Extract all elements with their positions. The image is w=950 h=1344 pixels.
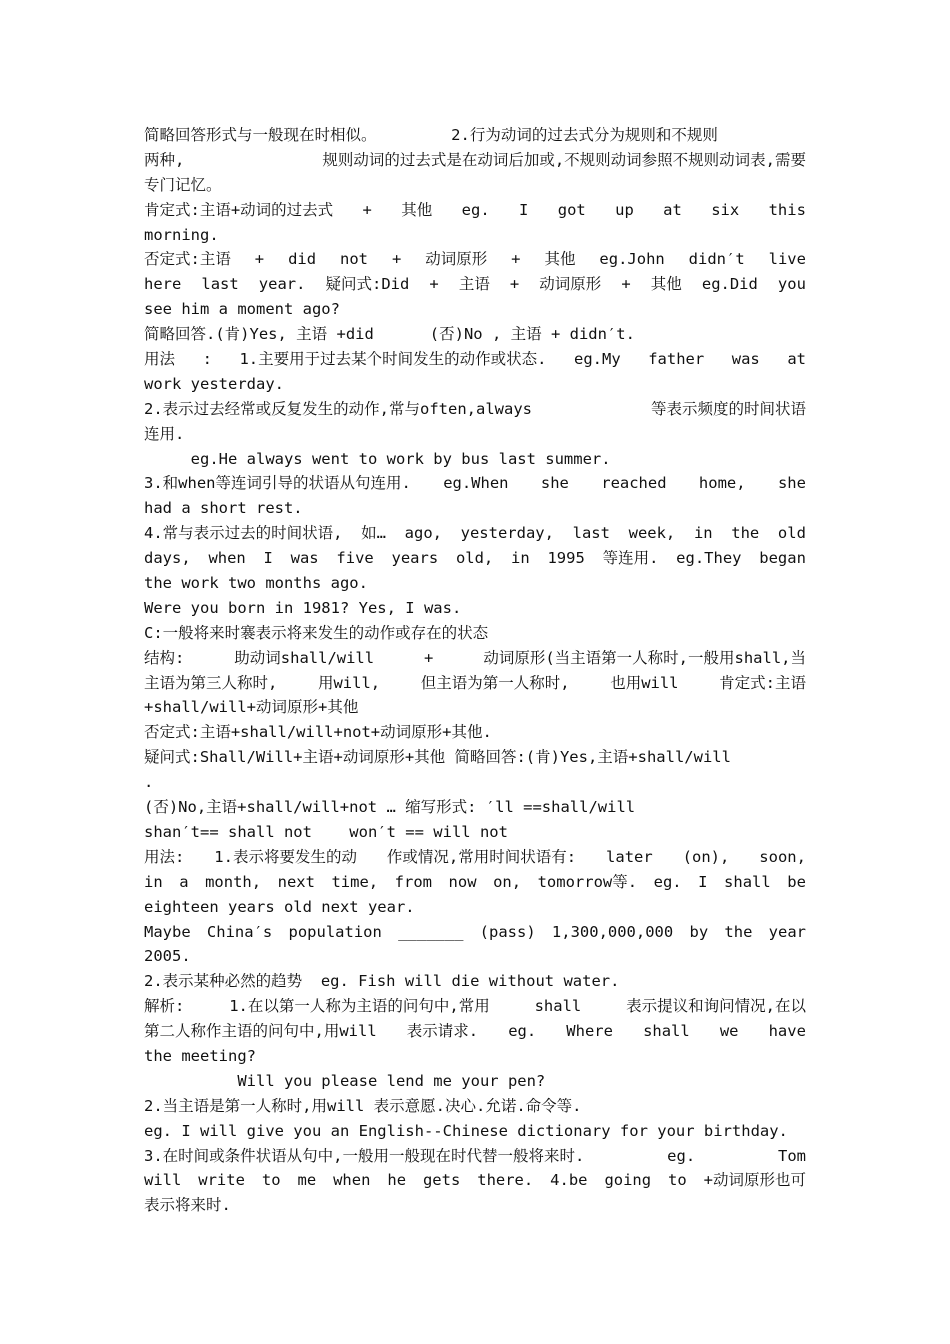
word: 动词原形: [425, 250, 488, 269]
word: +: [391, 250, 402, 269]
text-line: [144, 920, 806, 945]
word: I: [263, 549, 273, 568]
word: eg.Did: [701, 275, 758, 294]
word: 疑问式:Did: [325, 275, 410, 294]
word: when: [333, 1171, 371, 1190]
text-line: [144, 272, 806, 297]
word: tomorrow等.: [537, 872, 638, 891]
word: 2.表示过去经常或反复发生的动作,常与often,always: [144, 399, 532, 418]
word: from: [394, 872, 432, 891]
word: (on),: [682, 847, 730, 866]
word: she: [540, 474, 569, 493]
word: father: [648, 350, 705, 369]
word: 动词原形(当主语第一人称时,一般用shall,当: [483, 648, 806, 667]
word: you: [777, 275, 806, 294]
word: eg.John: [599, 250, 665, 269]
word: 第二人称作主语的问句中,用will: [144, 1022, 377, 1041]
word: eg.: [508, 1022, 537, 1041]
word: year.: [258, 275, 306, 294]
text-line: the meeting?: [144, 1046, 256, 1065]
word: going: [604, 1171, 652, 1190]
word: 两种,: [144, 150, 185, 169]
word: a: [179, 872, 189, 891]
word: we: [719, 1022, 739, 1041]
word: in: [693, 524, 713, 543]
word: on,: [493, 872, 522, 891]
word: 但主语为第一人称时,: [420, 673, 570, 692]
word: at: [787, 350, 806, 369]
word: 4.常与表示过去的时间状语,: [144, 524, 343, 543]
word: me: [297, 1171, 317, 1190]
word: he: [387, 1171, 407, 1190]
text-line: 连用.: [144, 424, 185, 443]
text-line: 疑问式:Shall/Will+主语+动词原形+其他 简略回答:(肯)Yes,主语+shall/will: [144, 748, 731, 767]
word: have: [768, 1022, 806, 1041]
word: ago,: [404, 524, 442, 543]
word: was: [290, 549, 319, 568]
word: shall: [724, 872, 771, 891]
text-line: Were you born in 1981? Yes, I was.: [144, 598, 462, 617]
word: +: [511, 250, 521, 269]
word: be: [787, 872, 806, 891]
word: home,: [698, 474, 746, 493]
word: shall: [643, 1022, 690, 1041]
word: did: [288, 250, 317, 269]
word: didn′t: [688, 250, 745, 269]
text-line: [144, 870, 806, 895]
text-line: had a short rest.: [144, 499, 303, 518]
word: six: [711, 200, 740, 219]
text-line: Will you please lend me your pen?: [144, 1071, 546, 1090]
word: 其他: [650, 275, 682, 294]
word: five: [336, 549, 374, 568]
word: next: [277, 872, 315, 891]
word: 等表示频度的时间状语: [650, 399, 806, 418]
word: 1.在以第一人称为主语的问句中,常用: [229, 997, 490, 1016]
text-line: [144, 247, 806, 272]
text-line: eg.He always went to work by bus last summer.: [144, 449, 611, 468]
word: Maybe: [144, 922, 191, 941]
text-line: 否定式:主语+shall/will+not+动词原形+其他.: [144, 723, 492, 742]
word: 表示请求.: [406, 1022, 479, 1041]
word: 其他: [544, 250, 576, 269]
word: was: [731, 350, 760, 369]
word: at: [663, 200, 682, 219]
text-line: shan′t== shall not won′t == will not: [144, 822, 508, 841]
document-body: [144, 123, 806, 1218]
word: 表示提议和询问情况,在以: [626, 997, 806, 1016]
word: up: [615, 200, 634, 219]
word: in: [511, 549, 530, 568]
word: :: [202, 350, 212, 369]
text-line: [144, 671, 806, 696]
word: to: [261, 1171, 281, 1190]
word: _______: [398, 922, 464, 941]
word: last: [572, 524, 610, 543]
text-lines: [144, 123, 806, 1218]
word: to: [668, 1171, 687, 1190]
text-line: [144, 397, 806, 422]
text-line: C:一般将来时褰表示将来发生的动作或存在的状态: [144, 623, 489, 642]
word: eg.My: [574, 350, 621, 369]
text-line: [144, 148, 806, 173]
word: I: [519, 200, 529, 219]
word: 用will,: [317, 673, 381, 692]
text-line: 表示将来时.: [144, 1196, 231, 1215]
word: 其他: [401, 200, 433, 219]
word: years: [391, 549, 439, 568]
word: the: [724, 922, 753, 941]
text-line: morning.: [144, 225, 219, 244]
word: old: [777, 524, 806, 543]
word: eg.They: [676, 549, 742, 568]
word: by: [689, 922, 709, 941]
text-line: [144, 521, 806, 546]
word: 也用will: [610, 673, 679, 692]
word: here: [144, 275, 182, 294]
word: she: [777, 474, 806, 493]
text-line: 专门记忆。: [144, 175, 222, 194]
word: yesterday,: [460, 524, 554, 543]
word: eg.: [461, 200, 490, 219]
word: eg.When: [443, 474, 509, 493]
word: 作或情况,常用时间状语有:: [386, 847, 577, 866]
word: 助动词shall/will: [234, 648, 375, 667]
text-line: eighteen years old next year.: [144, 897, 415, 916]
word: 主语: [458, 275, 490, 294]
word: now: [448, 872, 477, 891]
word: 肯定式:主语+动词的过去式: [144, 200, 334, 219]
word: there.: [477, 1171, 534, 1190]
word: live: [768, 250, 806, 269]
text-line: 2.当主语是第一人称时,用will 表示意愿.决心.允诺.命令等.: [144, 1096, 582, 1115]
word: began: [759, 549, 806, 568]
word: month,: [205, 872, 262, 891]
word: 如…: [361, 524, 386, 543]
word: 1.主要用于过去某个时间发生的动作或状态.: [239, 350, 547, 369]
word: this: [768, 200, 806, 219]
text-line: 2005.: [144, 947, 191, 966]
text-line: +shall/will+动词原形+其他: [144, 698, 359, 717]
word: +: [621, 275, 631, 294]
text-line: eg. I will give you an English--Chinese dictionary for your birthday.: [144, 1121, 788, 1140]
text-line: [144, 347, 806, 372]
text-line: [144, 198, 806, 223]
word: will: [144, 1171, 182, 1190]
word: time,: [331, 872, 379, 891]
text-line: [144, 1019, 806, 1044]
word: shall: [534, 997, 582, 1016]
word: last: [201, 275, 239, 294]
text-line: [144, 471, 806, 496]
word: 否定式:主语: [144, 250, 231, 269]
text-line: [144, 1168, 806, 1193]
word: not: [340, 250, 368, 269]
word: gets: [422, 1171, 461, 1190]
word: 1995: [547, 549, 585, 568]
word: +: [429, 275, 439, 294]
text-line: the work two months ago.: [144, 574, 368, 593]
word: 1,300,000,000: [551, 922, 674, 941]
word: 等连用.: [602, 549, 659, 568]
text-line: [144, 994, 806, 1019]
text-line: (否)No,主语+shall/will+not … 缩写形式: ′ll ==shall/will: [144, 798, 636, 817]
text-line: 2.表示某种必然的趋势 eg. Fish will die without water.: [144, 972, 620, 991]
word: 解析:: [144, 997, 185, 1016]
word: year: [768, 922, 806, 941]
word: old,: [455, 549, 494, 568]
word: +: [362, 200, 372, 219]
text-line: [144, 1144, 806, 1169]
text-line: [144, 546, 806, 571]
word: population: [288, 922, 382, 941]
word: Where: [566, 1022, 613, 1041]
word: 3.和when等连词引导的状语从句连用.: [144, 474, 411, 493]
text-line: see him a moment ago?: [144, 300, 340, 319]
word: +动词原形也可: [703, 1171, 806, 1190]
word: +: [509, 275, 520, 294]
word: write: [198, 1171, 245, 1190]
word: 规则动词的过去式是在动词后加或,不规则动词参照不规则动词表,需要: [322, 150, 806, 169]
word: eg.: [653, 872, 682, 891]
word: soon,: [759, 847, 806, 866]
word: week,: [628, 524, 676, 543]
word: later: [606, 847, 653, 866]
word: days,: [144, 549, 191, 568]
word: when: [208, 549, 246, 568]
word: in: [144, 872, 163, 891]
word: Tom: [778, 1146, 806, 1165]
word: 结构:: [144, 648, 185, 667]
word: China′s: [206, 922, 273, 941]
word: eg.: [667, 1146, 696, 1165]
word: 动词原形: [539, 275, 602, 294]
word: 1.表示将要发生的动: [214, 847, 357, 866]
word: the: [731, 524, 760, 543]
word: I: [698, 872, 708, 891]
text-line: [144, 646, 806, 671]
word: +: [424, 648, 434, 667]
text-line: 简略回答形式与一般现在时相似。 2.行为动词的过去式分为规则和不规则: [144, 126, 718, 144]
word: 用法: [144, 350, 176, 369]
text-line: 简略回答.(肯)Yes, 主语 +did (否)No , 主语 + didn′t.: [144, 325, 635, 344]
word: 用法:: [144, 847, 185, 866]
word: reached: [601, 474, 667, 493]
text-line: .: [144, 773, 154, 792]
word: +: [254, 250, 265, 269]
text-line: work yesterday.: [144, 374, 284, 393]
word: (pass): [479, 922, 536, 941]
word: got: [557, 200, 586, 219]
text-line: [144, 845, 806, 870]
word: 肯定式:主语: [719, 673, 806, 692]
word: 主语为第三人称时,: [144, 673, 278, 692]
word: 3.在时间或条件状语从句中,一般用一般现在时代替一般将来时.: [144, 1146, 585, 1165]
word: 4.be: [550, 1171, 588, 1190]
